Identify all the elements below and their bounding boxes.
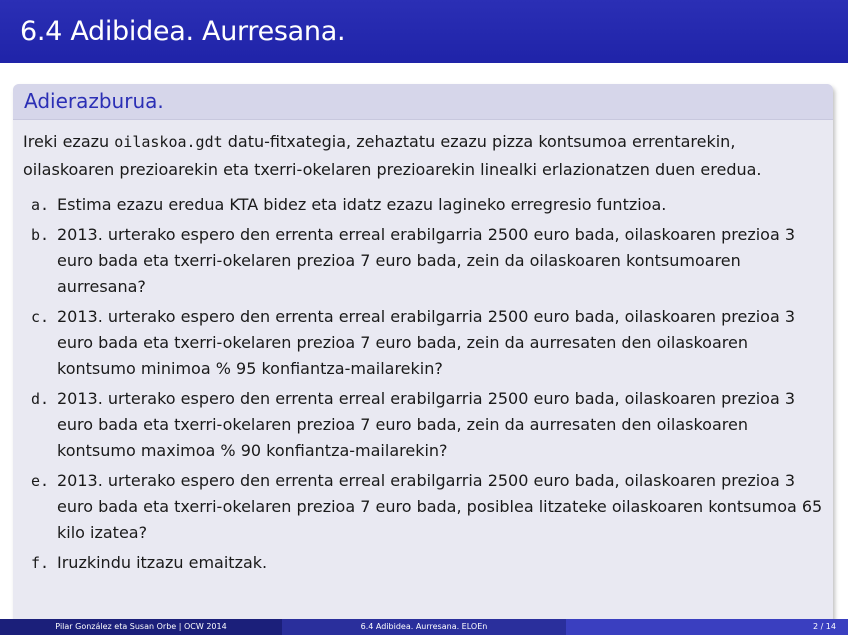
footer-page-number: 2 / 14: [566, 619, 848, 635]
list-item: [23, 550, 823, 576]
item-label: e.: [31, 472, 50, 490]
block-title: Adierazburua.: [24, 89, 164, 113]
item-label: c.: [31, 308, 50, 326]
intro-paragraph: [23, 128, 823, 184]
item-label: b.: [31, 226, 50, 244]
list-item: [23, 222, 823, 300]
intro-text-end: datu-fitxategia, zehaztatu ezazu pizza kontsumoa errentarekin, oilaskoaren prezioarekin eta txerri-okelaren prezioarekin linealki erlazionatzen duen eredua.: [23, 132, 762, 179]
list-item: [23, 304, 823, 382]
item-label: d.: [31, 390, 50, 408]
footer-authors: Pilar González eta Susan Orbe | OCW 2014: [0, 619, 282, 635]
item-text: 2013. urterako espero den errenta erreal erabilgarria 2500 euro bada, oilaskoaren prezioa 3 euro bada eta txerri-okelaren prezioa 7 euro bada, posiblea litzateke oilaskoaren kontsumoa 65 kilo izatea?: [57, 471, 823, 542]
item-text: Iruzkindu itzazu emaitzak.: [57, 553, 268, 572]
slide-title: 6.4 Adibidea. Aurresana.: [20, 16, 346, 47]
item-text: 2013. urterako espero den errenta erreal erabilgarria 2500 euro bada, oilaskoaren prezioa 3 euro bada eta txerri-okelaren prezioa 7 euro bada, zein da oilaskoaren kontsumoaren aurresana?: [57, 225, 796, 296]
intro-text-start: Ireki ezazu: [23, 132, 115, 151]
footer-section-title: 6.4 Adibidea. Aurresana. ELOEn: [282, 619, 566, 635]
item-text: 2013. urterako espero den errenta erreal erabilgarria 2500 euro bada, oilaskoaren prezioa 3 euro bada eta txerri-okelaren prezioa 7 euro bada, zein da aurresaten den oilaskoaren kontsumo maximoa % 90 konfiantza-mailarekin?: [57, 389, 796, 460]
list-item: [23, 192, 823, 218]
item-text: 2013. urterako espero den errenta erreal erabilgarria 2500 euro bada, oilaskoaren prezioa 3 euro bada eta txerri-okelaren prezioa 7 euro bada, zein da aurresaten den oilaskoaren kontsumo minimoa % 95 konfiantza-mailarekin?: [57, 307, 796, 378]
item-text: Estima ezazu eredua KTA bidez eta idatz ezazu lagineko erregresio funtzioa.: [57, 195, 667, 214]
question-list: [23, 192, 823, 576]
data-file-name: oilaskoa.gdt: [114, 133, 223, 151]
item-label: f.: [31, 554, 50, 572]
block-body: [23, 128, 823, 580]
item-label: a.: [31, 196, 50, 214]
list-item: [23, 468, 823, 546]
slide-title-bar: [0, 0, 848, 63]
slide-footer: [0, 619, 848, 635]
exercise-block: [13, 84, 833, 624]
list-item: [23, 386, 823, 464]
